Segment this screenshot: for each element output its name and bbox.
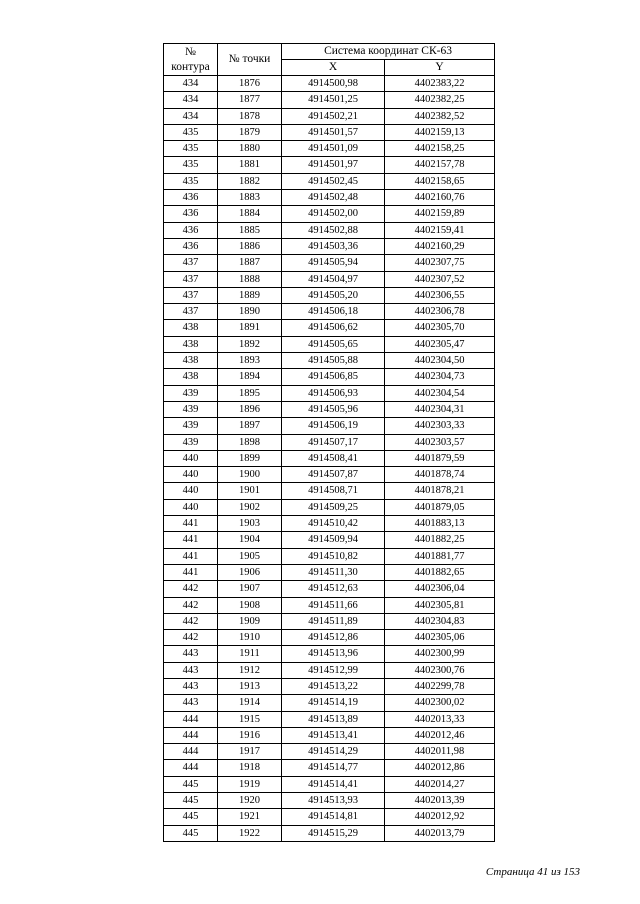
x-cell: 4914511,89	[282, 613, 385, 629]
contour-cell: 438	[164, 369, 218, 385]
y-cell: 4402300,99	[385, 646, 495, 662]
table-row	[164, 662, 495, 678]
contour-cell: 435	[164, 124, 218, 140]
x-cell: 4914511,66	[282, 597, 385, 613]
header-y: Y	[385, 60, 495, 76]
table-row	[164, 825, 495, 841]
header-coordinate-system: Система координат СК-63	[282, 44, 495, 60]
header-x: X	[282, 60, 385, 76]
point-cell: 1918	[218, 760, 282, 776]
point-cell: 1902	[218, 499, 282, 515]
x-cell: 4914505,65	[282, 336, 385, 352]
x-cell: 4914506,62	[282, 320, 385, 336]
point-cell: 1908	[218, 597, 282, 613]
table-row	[164, 776, 495, 792]
x-cell: 4914500,98	[282, 76, 385, 92]
x-cell: 4914505,88	[282, 353, 385, 369]
y-cell: 4402305,70	[385, 320, 495, 336]
y-cell: 4402013,39	[385, 793, 495, 809]
table-row	[164, 271, 495, 287]
table-row	[164, 255, 495, 271]
y-cell: 4402305,47	[385, 336, 495, 352]
y-cell: 4402012,86	[385, 760, 495, 776]
x-cell: 4914512,86	[282, 630, 385, 646]
point-cell: 1922	[218, 825, 282, 841]
x-cell: 4914501,25	[282, 92, 385, 108]
x-cell: 4914510,42	[282, 516, 385, 532]
table-row	[164, 353, 495, 369]
table-row	[164, 793, 495, 809]
y-cell: 4401879,59	[385, 450, 495, 466]
x-cell: 4914506,19	[282, 418, 385, 434]
y-cell: 4402305,06	[385, 630, 495, 646]
point-cell: 1914	[218, 695, 282, 711]
x-cell: 4914507,17	[282, 434, 385, 450]
table-row	[164, 369, 495, 385]
y-cell: 4401878,21	[385, 483, 495, 499]
table-row	[164, 385, 495, 401]
x-cell: 4914512,99	[282, 662, 385, 678]
point-cell: 1895	[218, 385, 282, 401]
x-cell: 4914505,96	[282, 401, 385, 417]
table-row	[164, 727, 495, 743]
table-row	[164, 467, 495, 483]
table-row	[164, 711, 495, 727]
y-cell: 4401881,77	[385, 548, 495, 564]
table-row	[164, 336, 495, 352]
y-cell: 4401882,25	[385, 532, 495, 548]
table-row	[164, 206, 495, 222]
point-cell: 1906	[218, 564, 282, 580]
x-cell: 4914508,71	[282, 483, 385, 499]
point-cell: 1883	[218, 190, 282, 206]
x-cell: 4914514,19	[282, 695, 385, 711]
contour-cell: 443	[164, 646, 218, 662]
x-cell: 4914506,18	[282, 304, 385, 320]
contour-cell: 439	[164, 418, 218, 434]
contour-cell: 441	[164, 516, 218, 532]
contour-cell: 444	[164, 760, 218, 776]
x-cell: 4914507,87	[282, 467, 385, 483]
x-cell: 4914513,41	[282, 727, 385, 743]
contour-cell: 434	[164, 108, 218, 124]
table-row	[164, 613, 495, 629]
contour-cell: 438	[164, 336, 218, 352]
point-cell: 1888	[218, 271, 282, 287]
x-cell: 4914508,41	[282, 450, 385, 466]
contour-cell: 444	[164, 727, 218, 743]
point-cell: 1882	[218, 173, 282, 189]
point-cell: 1886	[218, 238, 282, 254]
y-cell: 4402011,98	[385, 744, 495, 760]
table-row	[164, 760, 495, 776]
contour-cell: 434	[164, 92, 218, 108]
y-cell: 4402382,52	[385, 108, 495, 124]
point-cell: 1919	[218, 776, 282, 792]
table-row	[164, 141, 495, 157]
point-cell: 1879	[218, 124, 282, 140]
x-cell: 4914514,81	[282, 809, 385, 825]
x-cell: 4914506,93	[282, 385, 385, 401]
table-row	[164, 418, 495, 434]
contour-cell: 437	[164, 255, 218, 271]
y-cell: 4402299,78	[385, 678, 495, 694]
y-cell: 4402304,83	[385, 613, 495, 629]
point-cell: 1880	[218, 141, 282, 157]
page-number-footer: Страница 41 из 153	[485, 866, 580, 878]
point-cell: 1920	[218, 793, 282, 809]
y-cell: 4402305,81	[385, 597, 495, 613]
x-cell: 4914504,97	[282, 271, 385, 287]
y-cell: 4401879,05	[385, 499, 495, 515]
header-point-number: № точки	[218, 44, 282, 76]
table-row	[164, 695, 495, 711]
table-row	[164, 124, 495, 140]
y-cell: 4402013,33	[385, 711, 495, 727]
y-cell: 4402159,41	[385, 222, 495, 238]
x-cell: 4914503,36	[282, 238, 385, 254]
point-cell: 1901	[218, 483, 282, 499]
x-cell: 4914514,41	[282, 776, 385, 792]
contour-cell: 438	[164, 320, 218, 336]
point-cell: 1878	[218, 108, 282, 124]
contour-cell: 444	[164, 711, 218, 727]
table-row	[164, 499, 495, 515]
point-cell: 1909	[218, 613, 282, 629]
x-cell: 4914514,29	[282, 744, 385, 760]
point-cell: 1916	[218, 727, 282, 743]
y-cell: 4402158,25	[385, 141, 495, 157]
x-cell: 4914502,21	[282, 108, 385, 124]
point-cell: 1915	[218, 711, 282, 727]
table-row	[164, 744, 495, 760]
y-cell: 4402160,29	[385, 238, 495, 254]
point-cell: 1889	[218, 287, 282, 303]
table-row	[164, 401, 495, 417]
point-cell: 1881	[218, 157, 282, 173]
table-row	[164, 92, 495, 108]
y-cell: 4402304,54	[385, 385, 495, 401]
table-row	[164, 434, 495, 450]
table-row	[164, 597, 495, 613]
contour-cell: 436	[164, 206, 218, 222]
y-cell: 4402303,57	[385, 434, 495, 450]
point-cell: 1896	[218, 401, 282, 417]
x-cell: 4914510,82	[282, 548, 385, 564]
table-row	[164, 320, 495, 336]
contour-cell: 436	[164, 222, 218, 238]
x-cell: 4914502,88	[282, 222, 385, 238]
table-body	[164, 76, 495, 842]
point-cell: 1892	[218, 336, 282, 352]
table-row	[164, 581, 495, 597]
point-cell: 1911	[218, 646, 282, 662]
point-cell: 1900	[218, 467, 282, 483]
contour-cell: 440	[164, 499, 218, 515]
contour-cell: 440	[164, 450, 218, 466]
point-cell: 1905	[218, 548, 282, 564]
y-cell: 4402307,75	[385, 255, 495, 271]
contour-cell: 436	[164, 238, 218, 254]
y-cell: 4402300,76	[385, 662, 495, 678]
contour-cell: 440	[164, 483, 218, 499]
x-cell: 4914502,45	[282, 173, 385, 189]
y-cell: 4401882,65	[385, 564, 495, 580]
x-cell: 4914502,48	[282, 190, 385, 206]
x-cell: 4914501,57	[282, 124, 385, 140]
contour-cell: 434	[164, 76, 218, 92]
y-cell: 4402306,55	[385, 287, 495, 303]
point-cell: 1921	[218, 809, 282, 825]
x-cell: 4914502,00	[282, 206, 385, 222]
table-row	[164, 287, 495, 303]
x-cell: 4914513,22	[282, 678, 385, 694]
table-row	[164, 238, 495, 254]
y-cell: 4402383,22	[385, 76, 495, 92]
contour-cell: 442	[164, 581, 218, 597]
contour-cell: 441	[164, 564, 218, 580]
contour-cell: 442	[164, 613, 218, 629]
table-row	[164, 548, 495, 564]
contour-cell: 442	[164, 597, 218, 613]
table-row	[164, 157, 495, 173]
table-row	[164, 630, 495, 646]
point-cell: 1910	[218, 630, 282, 646]
y-cell: 4402304,50	[385, 353, 495, 369]
y-cell: 4402013,79	[385, 825, 495, 841]
y-cell: 4402157,78	[385, 157, 495, 173]
contour-cell: 437	[164, 287, 218, 303]
table-row	[164, 564, 495, 580]
point-cell: 1903	[218, 516, 282, 532]
table-row	[164, 532, 495, 548]
contour-cell: 445	[164, 776, 218, 792]
x-cell: 4914505,94	[282, 255, 385, 271]
point-cell: 1898	[218, 434, 282, 450]
x-cell: 4914513,93	[282, 793, 385, 809]
x-cell: 4914505,20	[282, 287, 385, 303]
table-row	[164, 222, 495, 238]
point-cell: 1887	[218, 255, 282, 271]
header-contour-number	[164, 44, 218, 76]
y-cell: 4402160,76	[385, 190, 495, 206]
contour-cell: 435	[164, 173, 218, 189]
contour-cell: 445	[164, 793, 218, 809]
y-cell: 4402012,92	[385, 809, 495, 825]
contour-cell: 443	[164, 695, 218, 711]
table-row	[164, 76, 495, 92]
x-cell: 4914514,77	[282, 760, 385, 776]
y-cell: 4402014,27	[385, 776, 495, 792]
point-cell: 1897	[218, 418, 282, 434]
point-cell: 1917	[218, 744, 282, 760]
y-cell: 4402304,73	[385, 369, 495, 385]
y-cell: 4401878,74	[385, 467, 495, 483]
table-row	[164, 190, 495, 206]
y-cell: 4402306,78	[385, 304, 495, 320]
contour-cell: 444	[164, 744, 218, 760]
point-cell: 1907	[218, 581, 282, 597]
point-cell: 1893	[218, 353, 282, 369]
contour-cell: 440	[164, 467, 218, 483]
y-cell: 4402300,02	[385, 695, 495, 711]
contour-cell: 436	[164, 190, 218, 206]
point-cell: 1884	[218, 206, 282, 222]
y-cell: 4402303,33	[385, 418, 495, 434]
point-cell: 1904	[218, 532, 282, 548]
point-cell: 1885	[218, 222, 282, 238]
contour-cell: 443	[164, 662, 218, 678]
contour-cell: 435	[164, 157, 218, 173]
point-cell: 1877	[218, 92, 282, 108]
table-row	[164, 483, 495, 499]
header-contour-line1: №	[185, 45, 196, 58]
contour-cell: 438	[164, 353, 218, 369]
contour-cell: 437	[164, 304, 218, 320]
table-row	[164, 646, 495, 662]
point-cell: 1891	[218, 320, 282, 336]
x-cell: 4914513,89	[282, 711, 385, 727]
point-cell: 1890	[218, 304, 282, 320]
y-cell: 4402012,46	[385, 727, 495, 743]
table-header	[164, 44, 495, 76]
y-cell: 4402306,04	[385, 581, 495, 597]
contour-cell: 443	[164, 678, 218, 694]
contour-cell: 435	[164, 141, 218, 157]
coordinates-table	[163, 43, 495, 842]
point-cell: 1913	[218, 678, 282, 694]
table-row	[164, 678, 495, 694]
point-cell: 1899	[218, 450, 282, 466]
table-row	[164, 809, 495, 825]
y-cell: 4402382,25	[385, 92, 495, 108]
contour-cell: 445	[164, 825, 218, 841]
contour-cell: 437	[164, 271, 218, 287]
table-row	[164, 450, 495, 466]
x-cell: 4914501,97	[282, 157, 385, 173]
contour-cell: 439	[164, 434, 218, 450]
contour-cell: 439	[164, 385, 218, 401]
y-cell: 4402159,89	[385, 206, 495, 222]
table-row	[164, 173, 495, 189]
contour-cell: 439	[164, 401, 218, 417]
table-row	[164, 108, 495, 124]
x-cell: 4914513,96	[282, 646, 385, 662]
header-contour-line2: контура	[171, 60, 210, 73]
x-cell: 4914512,63	[282, 581, 385, 597]
y-cell: 4402158,65	[385, 173, 495, 189]
contour-cell: 442	[164, 630, 218, 646]
y-cell: 4401883,13	[385, 516, 495, 532]
x-cell: 4914509,25	[282, 499, 385, 515]
point-cell: 1912	[218, 662, 282, 678]
x-cell: 4914515,29	[282, 825, 385, 841]
y-cell: 4402304,31	[385, 401, 495, 417]
contour-cell: 441	[164, 548, 218, 564]
x-cell: 4914509,94	[282, 532, 385, 548]
x-cell: 4914506,85	[282, 369, 385, 385]
table-row	[164, 304, 495, 320]
y-cell: 4402159,13	[385, 124, 495, 140]
table-row	[164, 516, 495, 532]
point-cell: 1894	[218, 369, 282, 385]
x-cell: 4914511,30	[282, 564, 385, 580]
y-cell: 4402307,52	[385, 271, 495, 287]
contour-cell: 445	[164, 809, 218, 825]
contour-cell: 441	[164, 532, 218, 548]
x-cell: 4914501,09	[282, 141, 385, 157]
point-cell: 1876	[218, 76, 282, 92]
